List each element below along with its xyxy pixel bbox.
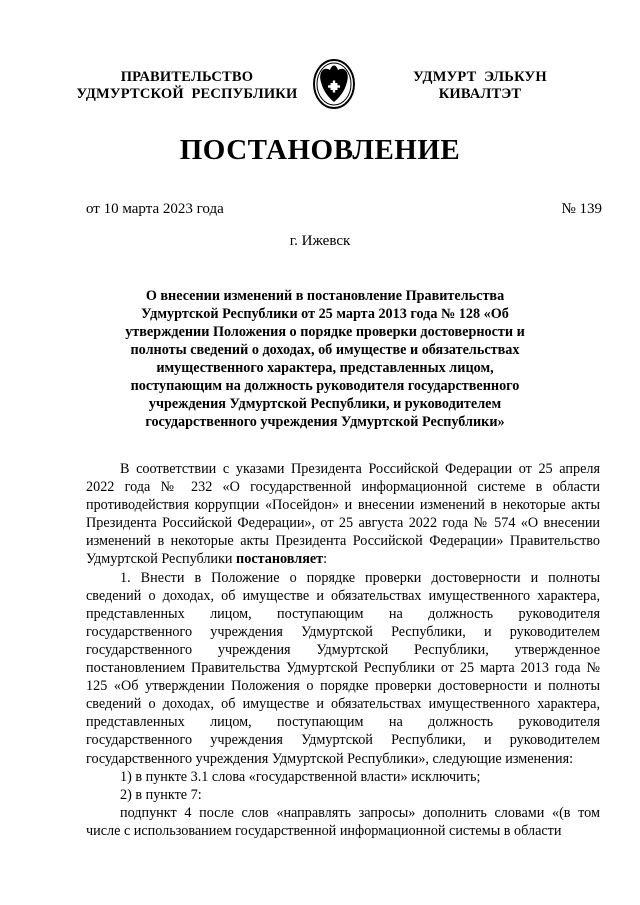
preamble-text: В соответствии с указами Президента Российской Федерации от 25 апреля 2022 года № 232 «О государственной информационной системе в области противодействия коррупции «Посейдон» и внесении изменений в некоторые акты Президента Российской Федерации», от 25 августа 2022 года № 574 «О внесении изменений в некоторые акты Президента Российской Федерации» Правительство Удмуртской Республики xyxy=(86,461,600,568)
header-left xyxy=(62,69,312,103)
preamble-colon: : xyxy=(323,551,328,568)
document-date: от 10 марта 2023 года xyxy=(86,201,224,217)
org-name-russian-line1: ПРАВИТЕЛЬСТВО xyxy=(120,69,254,85)
preamble-resolves: постановляет xyxy=(236,551,324,568)
document-city: г. Ижевск xyxy=(289,233,351,249)
subclause-4-paragraph: подпункт 4 после слов «направлять запросы» дополнить словами «(в том числе с использованием государственной информационной системы в области xyxy=(86,804,600,839)
document-subject-heading: О внесении изменений в постановление Правительства Удмуртской Республики от 25 марта 2013 года № 128 «Об утверждении Положения о порядке проверки достоверности и полноты сведений о доходах, об имуществе и обязательствах имущественного характера, представленных лицом, поступающим на должность руководителя государственного учреждения Удмуртской Республики, и руководителем государственного учреждения Удмуртской Республики» xyxy=(125,288,525,430)
coat-of-arms-emblem-icon xyxy=(312,58,356,110)
org-name-russian-line2: УДМУРТСКОЙ РЕСПУБЛИКИ xyxy=(76,86,298,102)
org-name-udmurt-line1: УДМУРТ ЭЛЬКУН xyxy=(413,69,547,85)
document-number: № 139 xyxy=(561,201,602,217)
document-type-title: ПОСТАНОВЛЕНИЕ xyxy=(179,134,461,166)
document-body xyxy=(86,460,600,840)
preamble-paragraph xyxy=(86,460,600,569)
header-right xyxy=(365,69,595,103)
clause-1-item-2: 2) в пункте 7: xyxy=(120,786,202,803)
org-name-udmurt-line2: КИВАЛТЭТ xyxy=(438,86,522,102)
clause-1-item-1: 1) в пункте 3.1 слова «государственной власти» исключить; xyxy=(120,768,481,785)
clause-1-paragraph: 1. Внести в Положение о порядке проверки достоверности и полноты сведений о доходах, об имуществе и обязательствах имущественного характера, представленных лицом, поступающим на должность руководителя государственного учреждения Удмуртской Республики, и руководителем государственного учреждения Удмуртской Республики, утвержденное постановлением Правительства Удмуртской Республики от 25 марта 2013 года № 125 «Об утверждении Положения о порядке проверки достоверности и полноты сведений о доходах, об имуществе и обязательствах имущественного характера, представленных лицом, поступающим на должность руководителя государственного учреждения Удмуртской Республики, и руководителем государственного учреждения Удмуртской Республики», следующие изменения: xyxy=(86,569,600,767)
